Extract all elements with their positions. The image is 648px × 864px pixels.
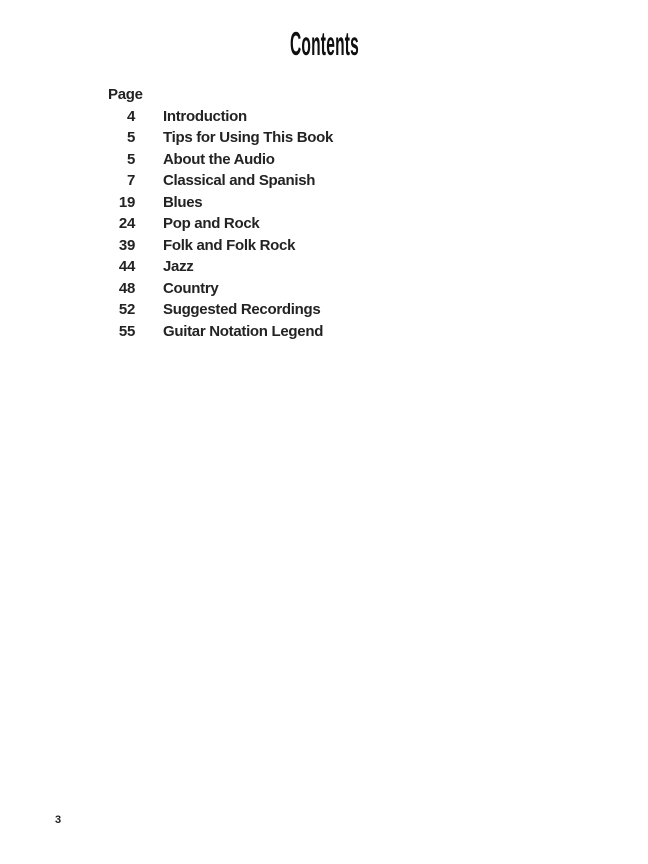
toc-entry-page-number: 5 [126, 150, 135, 168]
toc-entry [108, 127, 333, 149]
toc-entry [108, 106, 333, 128]
toc-entry-page-number: 24 [118, 215, 135, 232]
toc-entry-page-number: 55 [118, 322, 135, 340]
toc-entry-page-number: 4 [126, 107, 135, 125]
toc-entry-page-number: 44 [118, 258, 135, 275]
toc-entry [108, 235, 333, 257]
toc-entry-label: Folk and Folk Rock [163, 236, 296, 254]
toc-entry-page-number: 19 [118, 193, 135, 211]
toc-entry-page-number: 48 [118, 279, 135, 297]
toc-entry [108, 170, 333, 192]
page-column-header: Page [108, 86, 143, 103]
toc-entry-label: Pop and Rock [163, 215, 260, 232]
toc-entry-page-number: 52 [118, 301, 135, 318]
toc-entry [108, 256, 333, 278]
toc-entry-label: Guitar Notation Legend [163, 322, 324, 340]
table-of-contents [108, 84, 333, 342]
toc-entry [108, 278, 333, 300]
toc-entry-page-number: 39 [118, 236, 135, 254]
toc-entry [108, 149, 333, 171]
page-title-text: Contents [289, 25, 359, 62]
toc-entry-label: Classical and Spanish [163, 172, 316, 189]
toc-entry-label: Country [163, 279, 219, 297]
toc-entry [108, 321, 333, 343]
toc-entry-label: Tips for Using This Book [163, 129, 334, 146]
toc-entry-label: Introduction [163, 107, 247, 125]
footer-page-number: 3 [55, 814, 62, 826]
toc-entry [108, 299, 333, 321]
page-title [0, 27, 648, 61]
toc-entry-label: About the Audio [163, 150, 275, 168]
toc-entry-label: Suggested Recordings [163, 301, 321, 318]
toc-entry-page-number: 7 [126, 172, 135, 189]
toc-entry-page-number: 5 [126, 129, 135, 146]
toc-entry-label: Jazz [163, 258, 194, 275]
toc-entry [108, 192, 333, 214]
toc-entry-label: Blues [163, 193, 203, 211]
toc-entry [108, 213, 333, 235]
